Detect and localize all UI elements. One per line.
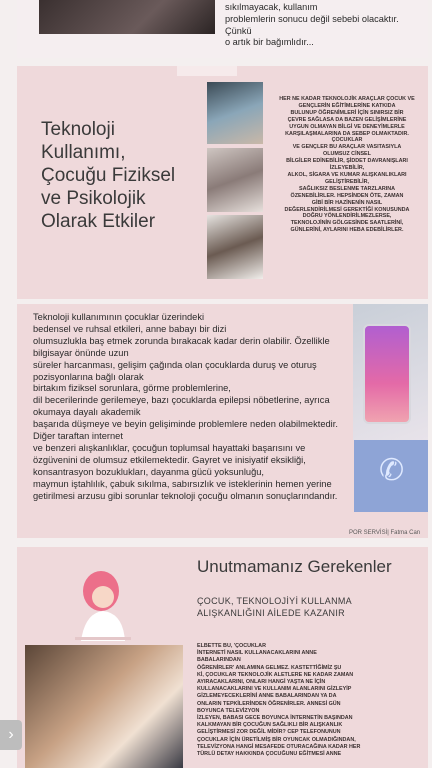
caps-line: BULUNUP ÖĞRENİMLERİ İÇİN SINIRSIZ BİR <box>290 109 404 116</box>
caps-line: UYGUN OLMAYAN BİLGİ VE DENEYİMLERLE <box>289 123 405 130</box>
instagram-screen <box>363 324 411 424</box>
caps-line: TELEVİZYONA HANGİ MESAFEDE OTURACAĞINA KADAR HER <box>197 743 361 750</box>
caps-line: VE GENÇLER BU ARAÇLAR VASITASIYLA <box>292 144 402 151</box>
caps-line: GÜNLERİNİ, AYLARINI HEBA EDEBİLİRLER. <box>290 227 404 234</box>
article-photo <box>39 0 215 34</box>
text-line: birtakım fiziksel sorunlara, görme problemlerine, <box>33 383 231 394</box>
reminder-heading: Unutmamanız Gerekenler <box>197 557 392 576</box>
caps-line: SAĞLIKSIZ BESLENME TARZLARINA <box>298 185 396 192</box>
caps-paragraph <box>269 96 425 234</box>
article-card-details <box>17 304 428 538</box>
caps-line: ÇEVRE SAĞLASA DA BAZEN GELİŞİMLERİNE <box>287 116 407 123</box>
caps-line: GENÇLERİN EĞİTİMLERİNE KATKIDA <box>298 102 396 109</box>
caps-line: TEKNOLOJİNİN GÖLGESİNDE SAATLERİNİ, <box>290 220 404 227</box>
caps-line: KARŞILAŞMALARINA DA SEBEP OLMAKTADIR. <box>285 130 409 137</box>
text-line: okumaya dayalı akademik <box>33 407 141 418</box>
caps-line: DEĞERLENDİRİLMESİ GEREKTİĞİ KONUSUNDA <box>284 206 410 213</box>
article-text-top <box>225 2 425 49</box>
caps-line: KALKMAYAN BİR ÇOCUĞUN SAĞLIKLI BİR ALIŞKANLIK <box>197 722 343 729</box>
text-line: dil becerilerinde gerilemeye, bazı çocuklarda epilepsi nöbetlerine, ayrıca <box>33 395 330 406</box>
caps-line: Kİ, ÇOCUKLAR TEKNOLOJİK ALETLERE NE KADAR ZAMAN <box>197 671 354 678</box>
article-card-reminders <box>17 547 428 768</box>
caps-line: TÜRLÜ DETAY HAKKINDA ÇOCUĞUNU EĞİTMESİ ANNE <box>197 751 342 758</box>
reminder-paragraph <box>197 643 425 758</box>
text-line: pozisyonlarına bağlı olarak <box>33 371 144 382</box>
phone-user-photo <box>207 148 263 212</box>
side-nav-arrow[interactable]: › <box>0 720 22 750</box>
caps-line: ÖĞRENİRLER' ANLAMINA GELMEZ. KASTETTİĞİMİZ ŞU <box>197 664 342 671</box>
caps-line: İZLEYEN, BABASI GECE BOYUNCA İNTERNETİN BAŞINDAN <box>197 715 353 722</box>
text-line: o artık bir bağımlıdır... <box>225 37 314 48</box>
body-paragraph <box>33 312 369 503</box>
text-line: ve benzeri alışkanlıklar, çocuğun toplumsal hayattaki başarısını ve <box>33 442 306 453</box>
reminder-subheading: ÇOCUK, TEKNOLOJİYİ KULLANMA ALIŞKANLIĞINI AİLEDE KAZANIR <box>197 596 352 618</box>
text-line: Çünkü <box>225 25 252 36</box>
caps-line: KULLANACAKLARINI VE KULLANIM ALANLARINI GİZLEYİP <box>197 686 352 693</box>
caps-line: GELİŞTİRMESİ ZOR DEĞİL MİDİR? CEP TELEFONUNUN <box>197 729 341 736</box>
caps-line: HER NE KADAR TEKNOLOJİK ARAÇLAR ÇOCUK VE <box>279 96 415 102</box>
caps-line: ELBETTE BU, 'ÇOCUKLAR <box>197 643 266 649</box>
title-line: Olarak Etkiler <box>41 211 156 232</box>
caps-line: GİBİ BİR HAZİNENİN NASIL <box>311 199 383 206</box>
section-title <box>41 118 211 233</box>
title-line: ve Psikolojik <box>41 188 146 209</box>
text-line: konsantrasyon bozuklukları, dayanma gücü yoksunluğu, <box>33 466 265 477</box>
caps-line: BABALARINDAN <box>197 657 241 664</box>
phone-icon: ✆ <box>379 454 405 487</box>
title-line: Teknoloji <box>41 119 115 140</box>
caps-line: GELİŞTİREBİLİR, <box>324 178 370 185</box>
text-line: bilgisayar önünde uzun <box>33 347 129 358</box>
thinking-girl-illustration <box>71 567 135 641</box>
credit-text: POR SERVİSİ| Fatma Can <box>349 530 421 536</box>
caps-line: İNTERNETİ NASIL KULLANACAKLARINI ANNE <box>197 650 317 657</box>
text-line: özgüvenini de olumsuz etkilemektedir. Gayret ve inisiyatif eksikliği, <box>33 454 306 465</box>
caps-line: ÇOCUKLAR <box>331 137 363 144</box>
article-card-effects <box>17 66 428 299</box>
text-line: problemlerin sonucu değil sebebi olacaktır. <box>225 13 399 24</box>
caps-line: ÇOCUKLAR İÇİN ÜRETİLMİŞ BİR OYUNCAK OLMADIĞINDAN, <box>197 736 356 743</box>
text-line: Teknoloji kullanımının çocuklar üzerindeki <box>33 312 205 322</box>
tape-decoration <box>177 66 237 76</box>
caps-line: DOĞRU YÖNLENDİRİLMEZLERSE, <box>302 213 392 220</box>
title-line: Çocuğu Fiziksel <box>41 165 176 186</box>
laptop-photo <box>207 82 263 144</box>
caps-line: BİLGİLER EDİNEBİLİR, ŞİDDET DAVRANIŞLARI <box>286 158 408 165</box>
caps-line: GİZLEMEYECEKLERİNİ ANNE BABALARINDAN YA DA <box>197 693 337 700</box>
text-line: sıkılmayacak, kullanım <box>225 2 318 12</box>
caps-line: ONLARIN TEPKİLERİNDEN ÖĞRENİRLER. ANNESİ GÜN <box>197 700 341 707</box>
caps-line: OLUMSUZ CİNSEL <box>323 151 371 158</box>
caps-line: AYIRACAKLARINI, ONLARI HANGİ YAŞTA NE İÇİN <box>197 679 326 686</box>
article-card-top <box>17 0 428 58</box>
text-line: başarıda düşmeye ve beyin gelişiminde problemlere neden olabilmektedir. <box>33 419 338 430</box>
text-line: olumsuzlukla baş etmek zorunda bırakacak kadar derin olabilir. Özellikle <box>33 335 330 346</box>
caps-line: BOYUNCA TELEVİZYON <box>197 707 260 714</box>
text-line: getirilmesi arzusu gibi sorunlar teknoloji çocuğu olmanın sonuçlarındandır. <box>33 490 338 501</box>
caps-line: İZLEYEBİLİR, <box>329 165 365 172</box>
family-photo <box>25 645 183 768</box>
caps-line: ALKOL, SİGARA VE KUMAR ALIŞKANLIKLARI <box>287 171 407 178</box>
phone-call-photo <box>207 215 263 279</box>
text-line: bedensel ve ruhsal etkileri, anne babayı bir dizi <box>33 323 227 334</box>
text-line: Diğer taraftan internet <box>33 431 123 442</box>
text-line: maymun iştahlılık, çabuk sıkılma, sabırsızlık ve isteklerinin hemen yerine <box>33 478 332 489</box>
caps-line: ÖZENEBİLİRLER. HEPSİNDEN ÖTE, ZAMAN <box>290 192 404 199</box>
title-line: Kullanımı, <box>41 142 126 163</box>
text-line: süreler harcanması, gelişim çağında olan çocuklarda duruş ve oturuş <box>33 359 317 370</box>
